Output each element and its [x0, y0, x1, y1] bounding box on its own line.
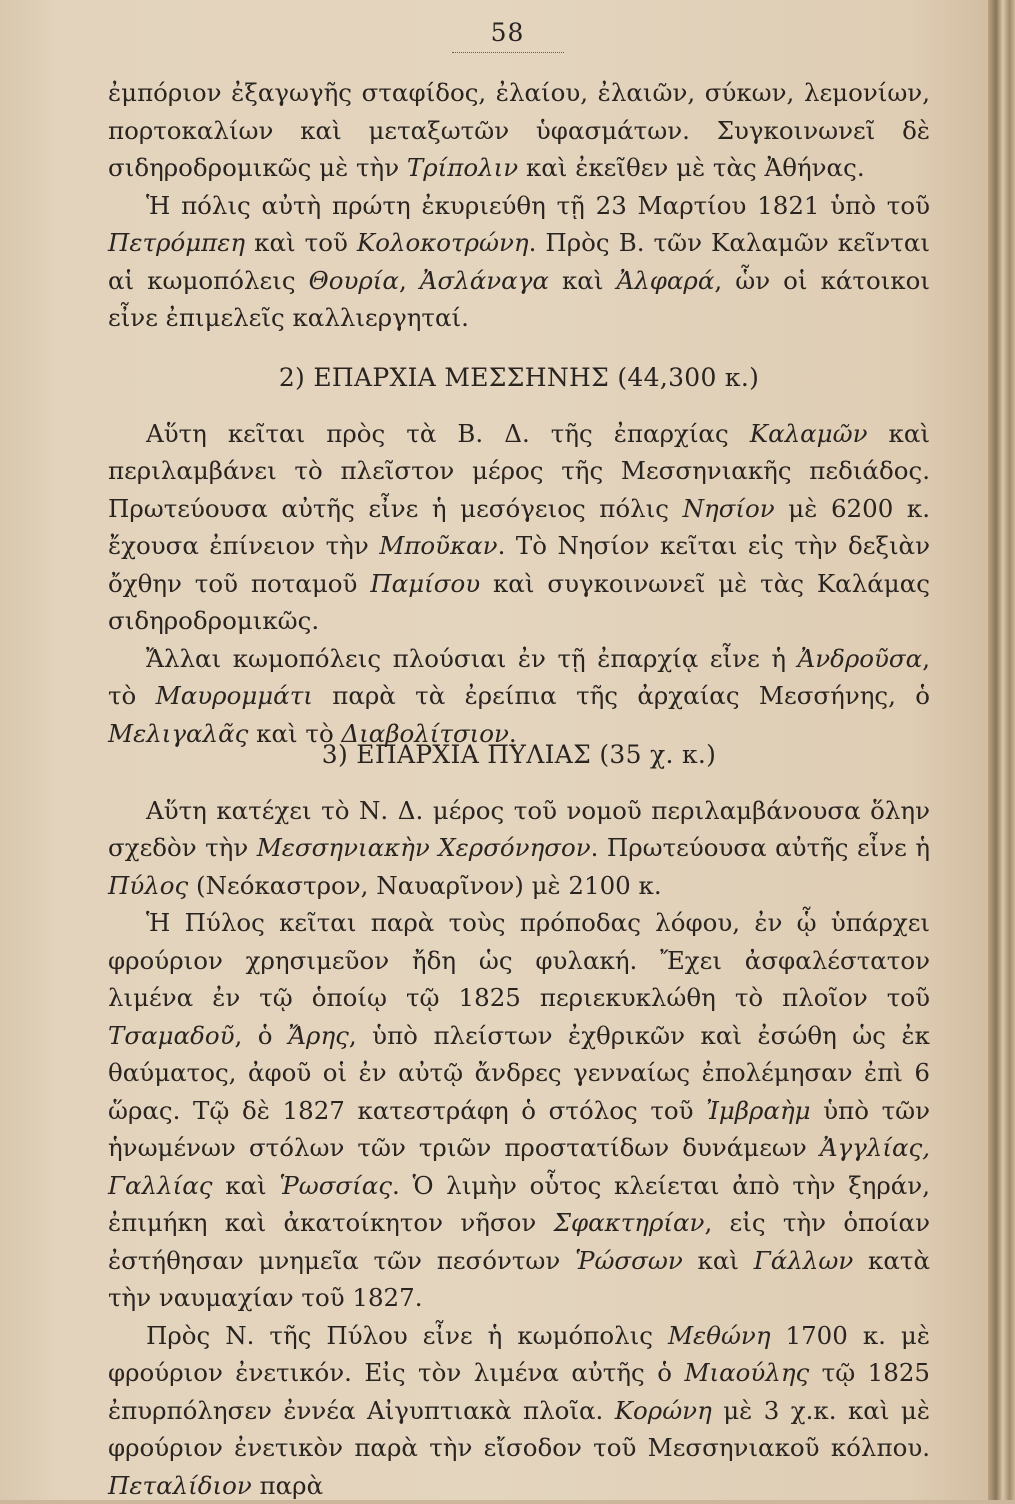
text-run: ἐμπόριον ἐξαγωγῆς σταφίδος, ἐλαίου, ἐλαιῶν, σύκων, λεμονίων, πορτοκαλίων καὶ μεταξωτῶν ὑφασμάτων. Συγκοινωνεῖ δὲ σιδηροδρομικῶς μὲ τὴν — [108, 78, 930, 182]
text-run: , ὧν οἱ κάτοικοι εἶνε ἐπιμελεῖς καλλιεργηταί. — [108, 266, 930, 333]
text-run: , εἰς τὴν ὁποίαν ἐστήθησαν μνημεῖα τῶν πεσόντων — [108, 1208, 930, 1275]
italic-name: Πεταλίδιον — [108, 1471, 252, 1500]
italic-name: Διαβολίτσιον — [342, 719, 509, 748]
text-run: καὶ — [549, 266, 617, 295]
italic-name: Κορώνη — [615, 1396, 712, 1425]
text-run: Πρὸς Ν. τῆς Πύλου εἶνε ἡ κωμόπολις — [146, 1321, 668, 1350]
paragraph-capture-1821 — [108, 187, 930, 337]
text-run: . Πρὸς Β. τῶν Καλαμῶν κεῖνται αἱ κωμοπόλεις — [108, 228, 930, 295]
book-page-edge — [988, 0, 1015, 1500]
text-run: . Τὸ Νησίον κεῖται εἰς τὴν δεξιὰν ὄχθην τοῦ ποταμοῦ — [108, 531, 930, 598]
text-run: Ἡ Πύλος κεῖται παρὰ τοὺς πρόποδας λόφου, ἐν ᾧ ὑπάρχει φρούριον χρησιμεῦον ἤδη ὡς φυλακή. Ἔχει ἀσφαλέστατον λιμένα ἐν τῷ ὁποίῳ τῷ 1825 περιεκυκλώθη τὸ πλοῖον τοῦ — [108, 908, 930, 1012]
text-run: καὶ τοῦ — [245, 228, 357, 257]
italic-name: Καλαμῶν — [750, 419, 868, 448]
text-run: , ὑπὸ πλείστων ἐχθρικῶν καὶ ἐσώθη ὡς ἐκ θαύματος, ἀφοῦ οἱ ἐν αὐτῷ ἄνδρες γενναίως ἐπολέμησαν ἐπὶ 6 ὥρας. Τῷ δὲ 1827 κατεστράφη ὁ στόλος τοῦ — [108, 1021, 930, 1125]
text-run: παρὰ — [252, 1471, 323, 1500]
text-run: 1700 κ. μὲ φρούριον ἐνετικόν. Εἰς τὸν λιμένα αὐτῆς ὁ — [108, 1321, 930, 1388]
text-run: Αὕτη κεῖται πρὸς τὰ Β. Δ. τῆς ἐπαρχίας — [146, 419, 750, 448]
italic-name: Τρίπολιν — [407, 153, 518, 182]
page-number-rule — [452, 52, 564, 53]
section-heading-pylia: 3) ΕΠΑΡΧΙΑ ΠΥΛΙΑΣ (35 χ. κ.) — [108, 736, 930, 774]
section-heading-messini: 2) ΕΠΑΡΧΙΑ ΜΕΣΣΗΝΗΣ (44,300 κ.) — [108, 359, 930, 397]
text-run: κατὰ τὴν ναυμαχίαν τοῦ 1827. — [108, 1246, 930, 1313]
text-run: Ἡ πόλις αὐτὴ πρώτη ἐκυριεύθη τῇ 23 Μαρτίου 1821 ὑπὸ τοῦ — [146, 191, 930, 220]
text-run: . — [509, 719, 517, 748]
italic-name: Ἀνδροῦσα — [798, 644, 923, 673]
italic-name: Παμίσου — [370, 569, 480, 598]
text-run: μὲ 6200 κ. ἔχουσα ἐπίνειον τὴν — [108, 494, 930, 561]
paragraph-messini-1 — [108, 415, 930, 640]
text-run: , ὁ — [234, 1021, 288, 1050]
italic-name: Κολοκοτρώνη — [357, 228, 529, 257]
italic-name: Πετρόμπεη — [108, 228, 245, 257]
italic-name: Μιαούλης — [684, 1358, 809, 1387]
italic-name: Μελιγαλᾶς — [108, 719, 248, 748]
text-run: παρὰ τὰ ἐρείπια τῆς ἀρχαίας Μεσσήνης, ὁ — [313, 681, 930, 710]
italic-name: Ἄρης — [288, 1021, 349, 1050]
italic-name: Μεσσηνιακὴν Χερσόνησον — [257, 833, 591, 862]
italic-name: Γάλλων — [754, 1246, 853, 1275]
page-number: 58 — [0, 18, 1015, 47]
text-run: , — [399, 266, 420, 295]
paragraph-trade — [108, 74, 930, 187]
text-run: καὶ συγκοινωνεῖ μὲ τὰς Καλάμας σιδηροδρομικῶς. — [108, 569, 930, 636]
text-run: καὶ — [683, 1246, 754, 1275]
italic-name: Μεθώνη — [668, 1321, 771, 1350]
italic-name: Νησίον — [683, 494, 775, 523]
italic-name: Πύλος — [108, 871, 188, 900]
text-run: Αὕτη κατέχει τὸ Ν. Δ. μέρος τοῦ νομοῦ περιλαμβάνουσα ὅλην σχεδὸν τὴν — [108, 796, 930, 863]
italic-name: Τσαμαδοῦ — [108, 1021, 234, 1050]
italic-name: Ἀλφαρά — [617, 266, 715, 295]
text-run: . Πρωτεύουσα αὐτῆς εἶνε ἡ — [591, 833, 930, 862]
text-run: τῷ 1825 ἐπυρπόλησεν ἐννέα Αἰγυπτιακὰ πλοῖα. — [108, 1358, 930, 1425]
paragraph-pylos — [108, 904, 930, 1317]
text-block-top — [108, 74, 930, 337]
italic-name: Ἰμβραὴμ — [706, 1096, 810, 1125]
italic-name: Μποῦκαν — [379, 531, 497, 560]
text-run: καὶ — [212, 1171, 279, 1200]
italic-name: Ῥώσσων — [575, 1246, 683, 1275]
text-run: καὶ ἐκεῖθεν μὲ τὰς Ἀθήνας. — [518, 153, 864, 182]
text-run: , τὸ — [108, 644, 930, 711]
text-run: . Ὁ λιμὴν οὗτος κλείεται ἀπὸ τὴν ξηράν, ἐπιμήκη καὶ ἀκατοίκητον νῆσον — [108, 1171, 930, 1238]
italic-name: Ἀσλάναγα — [420, 266, 549, 295]
italic-name: Θουρία — [309, 266, 399, 295]
italic-name: Ῥωσσίας — [279, 1171, 392, 1200]
paragraph-methoni — [108, 1317, 930, 1504]
italic-name: Μαυρομμάτι — [156, 681, 313, 710]
text-run: μὲ 3 χ.κ. καὶ μὲ φρούριον ἐνετικὸν παρὰ τὴν εἴσοδον τοῦ Μεσσηνιακοῦ κόλπου. — [108, 1396, 930, 1463]
text-block-messini — [108, 359, 930, 752]
italic-name: Σφακτηρίαν — [554, 1208, 705, 1237]
text-run: καὶ περιλαμβάνει τὸ πλεῖστον μέρος τῆς Μεσσηνιακῆς πεδιάδος. Πρωτεύουσα αὐτῆς εἶνε ἡ μεσόγειος πόλις — [108, 419, 930, 523]
text-run: Ἄλλαι κωμοπόλεις πλούσιαι ἐν τῇ ἐπαρχίᾳ εἶνε ἡ — [146, 644, 798, 673]
text-run: ὑπὸ τῶν ἡνωμένων στόλων τῶν τριῶν προστατίδων δυνάμεων — [108, 1096, 930, 1163]
text-run: (Νεόκαστρον, Ναυαρῖνον) μὲ 2100 κ. — [188, 871, 661, 900]
text-block-pylia — [108, 736, 930, 1504]
paragraph-pylia-1 — [108, 792, 930, 905]
italic-name: Ἀγγλίας, Γαλλίας — [108, 1133, 930, 1200]
text-run: καὶ τὸ — [248, 719, 341, 748]
